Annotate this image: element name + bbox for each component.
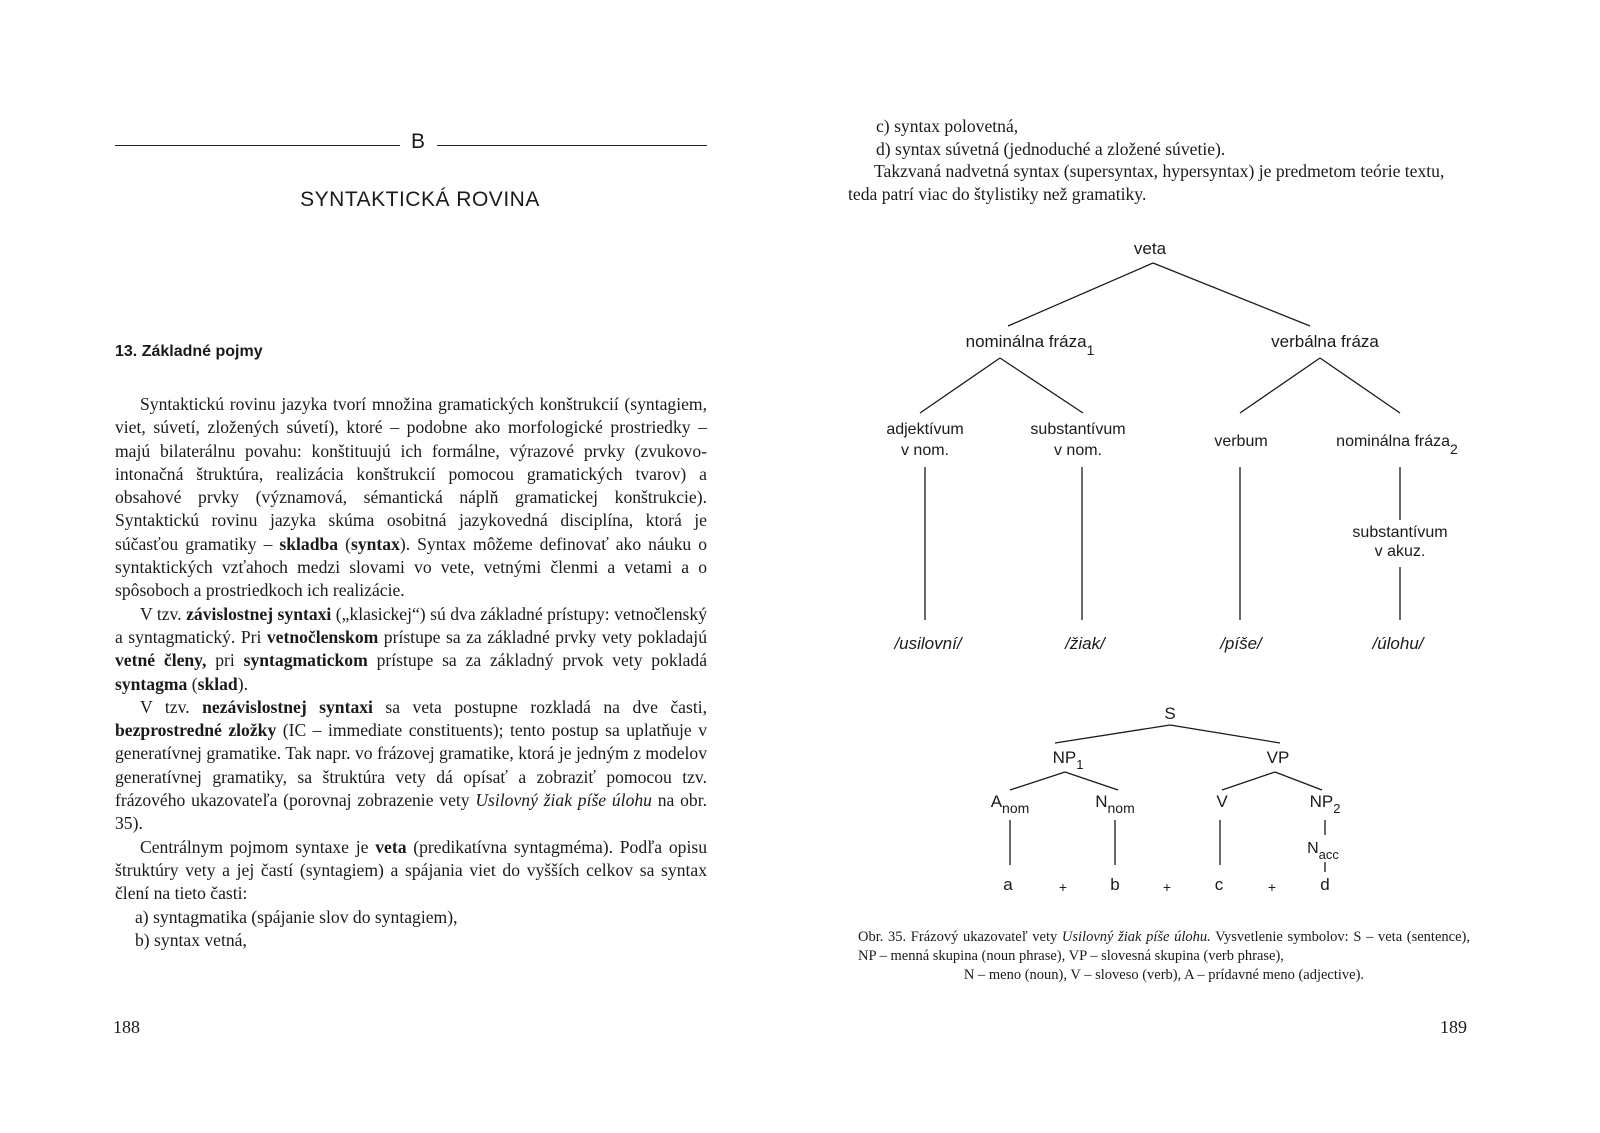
leaf-c: c	[1214, 875, 1224, 894]
text-run: prístupe sa za základný prvok vety pokladá	[367, 650, 708, 671]
node-np2: $NP_2$	[1309, 792, 1341, 816]
word-ulohu: /úlohu/	[1372, 634, 1424, 653]
node-s: S	[1164, 704, 1176, 723]
leaf-a: a	[1003, 875, 1013, 894]
edge	[1010, 772, 1065, 790]
node-object-noun: substantívum v akuz.	[1352, 524, 1448, 560]
bold-term: veta	[375, 836, 407, 857]
list-item: a) syntagmatika (spájanie slov do syntagiem),	[135, 906, 458, 927]
bold-term: bezprostredné zložky	[115, 720, 277, 741]
text-run: Vysvetlenie symbolov: S – veta (sentence), NP – menná skupina (noun phrase), VP – slovesná skupina (verb phrase),	[858, 929, 1470, 964]
node-verb: verbum	[1214, 433, 1268, 450]
text-run: Centrálnym pojmom syntaxe je	[140, 836, 376, 857]
bold-term: syntagmatickom	[243, 650, 368, 671]
edge	[1008, 263, 1153, 326]
plus-sign: +	[1162, 879, 1172, 895]
text-run: V tzv.	[140, 603, 187, 624]
bold-term: závislostnej syntaxi	[186, 603, 332, 624]
edge	[1222, 772, 1275, 790]
caption-main	[858, 929, 1470, 964]
node-veta: veta	[1133, 239, 1167, 258]
bold-term: nezávislostnej syntaxi	[202, 696, 373, 717]
edge	[1000, 358, 1083, 413]
list-item: b) syntax vetná,	[135, 929, 247, 950]
edge	[1153, 263, 1310, 326]
bold-term: skladba	[279, 533, 339, 554]
subsection-title: 13. Základné pojmy	[115, 343, 263, 360]
text-run: (	[338, 533, 351, 554]
plus-sign: +	[1058, 879, 1068, 895]
text-run: (	[187, 673, 198, 694]
edge	[1240, 358, 1320, 413]
word-ziak: /žiak/	[1065, 634, 1105, 653]
edge	[1065, 772, 1118, 790]
bold-term: sklad	[197, 673, 238, 694]
bold-term: syntagma	[115, 673, 188, 694]
italic-example: Usilovný žiak píše úlohu.	[1061, 929, 1211, 945]
node-nominal-phrase-1: nominálna fráza$_1$	[965, 332, 1095, 358]
text-run: Syntaktickú rovinu jazyka tvorí množina gramatických konštrukcií (syntagiem, viet, súvetí, zložených súvetí), ktoré – podobne ako morfologické prostriedky – majú bilaterálnu povahu: konštituujú ich formálne, výrazové prvky (zvukovo-intonačná štruktúra, realizácia konštrukcií pomocou gramatických tvarov) a obsahové prvky (významová, sémantická náplň gramatickej konštrukcie). Syntaktickú rovinu jazyka skúma osobitná jazykovedná disciplína, ktorá je súčasťou gramatiky –	[115, 394, 707, 554]
text-run: ). Syntax môžeme definovať ako náuku o syntaktických vzťahoch medzi slovami vo vete, vetnými členmi a vetami a o spôsoboch a prostriedkoch ich realizácie.	[115, 533, 707, 601]
text-run: ).	[237, 673, 248, 694]
plus-sign: +	[1267, 879, 1277, 895]
leaf-b: b	[1110, 875, 1120, 894]
node-v: V	[1216, 792, 1228, 811]
node-verbal-phrase: verbálna fráza	[1271, 332, 1379, 351]
section-letter: B	[410, 130, 425, 153]
node-noun: substantívum v nom.	[1030, 421, 1126, 459]
node-nominal-phrase-2: nominálna fráza2	[1336, 433, 1458, 457]
node-vp: VP	[1266, 748, 1290, 767]
page-number-left: 188	[113, 1017, 140, 1037]
text-run: prístupe sa za základné prvky vety pokladajú	[378, 626, 707, 647]
edge	[920, 358, 1000, 413]
text-run: V tzv.	[140, 696, 203, 717]
edge	[1275, 772, 1322, 790]
section-title: SYNTAKTICKÁ ROVINA	[300, 188, 540, 211]
node-n-acc: $N_{acc}$	[1307, 840, 1339, 862]
text-run: sa veta postupne rozkladá na dve časti,	[372, 696, 707, 717]
bold-term: vetné členy,	[115, 650, 207, 671]
node-np1: $NP_1$	[1052, 748, 1084, 772]
list-item: c) syntax polovetná,	[876, 116, 1019, 136]
italic-example: Usilovný žiak píše úlohu	[475, 790, 652, 811]
list-item: d) syntax súvetná (jednoduché a zložené súvetie).	[876, 138, 1226, 159]
leaf-d: d	[1320, 875, 1330, 894]
edge	[1170, 725, 1280, 743]
node-adjective: adjektívum v nom.	[886, 421, 964, 459]
figure-caption	[858, 928, 1470, 985]
bold-term: syntax	[350, 533, 400, 554]
edge	[1320, 358, 1400, 413]
tree-symbolic	[991, 704, 1341, 895]
supersyntax-paragraph: Takzvaná nadvetná syntax (supersyntax, hypersyntax) je predmetom teórie textu, teda patrí viac do štylistiky než gramatiky.	[848, 161, 1445, 204]
word-pise: /píše/	[1220, 634, 1262, 653]
text-run: na obr. 35).	[115, 790, 707, 834]
word-usilovni: /usilovní/	[894, 634, 962, 653]
node-n-nom: $N_{nom}$	[1095, 792, 1135, 816]
text-run: (predikatívna syntagméma). Podľa opisu štruktúry vety a jej častí (syntagiem) a spájania viet do vyšších celkov sa syntax člení na tieto časti:	[115, 836, 708, 904]
caption-last-line: N – meno (noun), V – sloveso (verb), A – prídavné meno (adjective).	[963, 967, 1365, 983]
edge	[1055, 725, 1170, 743]
page-number-right: 189	[1440, 1017, 1467, 1037]
text-run: pri	[206, 650, 244, 671]
text-run: („klasickej“) sú dva základné prístupy: vetnočlenský a syntagmatický. Pri	[115, 603, 707, 647]
text-run: (IC – immediate constituents); tento postup sa uplatňuje v generatívnej gramatike. Tak napr. vo frázovej gramatike, ktorá je jedným z modelov generatívnej gramatiky, sa štruktúra vety dá opísať a zobraziť pomocou tzv. frázového ukazovateľa (porovnaj zobrazenie vety	[115, 720, 707, 811]
bold-term: vetnočlenskom	[266, 626, 379, 647]
text-run: Obr. 35. Frázový ukazovateľ vety	[858, 929, 1062, 945]
node-a-nom: $A_{nom}$	[990, 792, 1030, 816]
tree-verbal	[886, 239, 1458, 653]
